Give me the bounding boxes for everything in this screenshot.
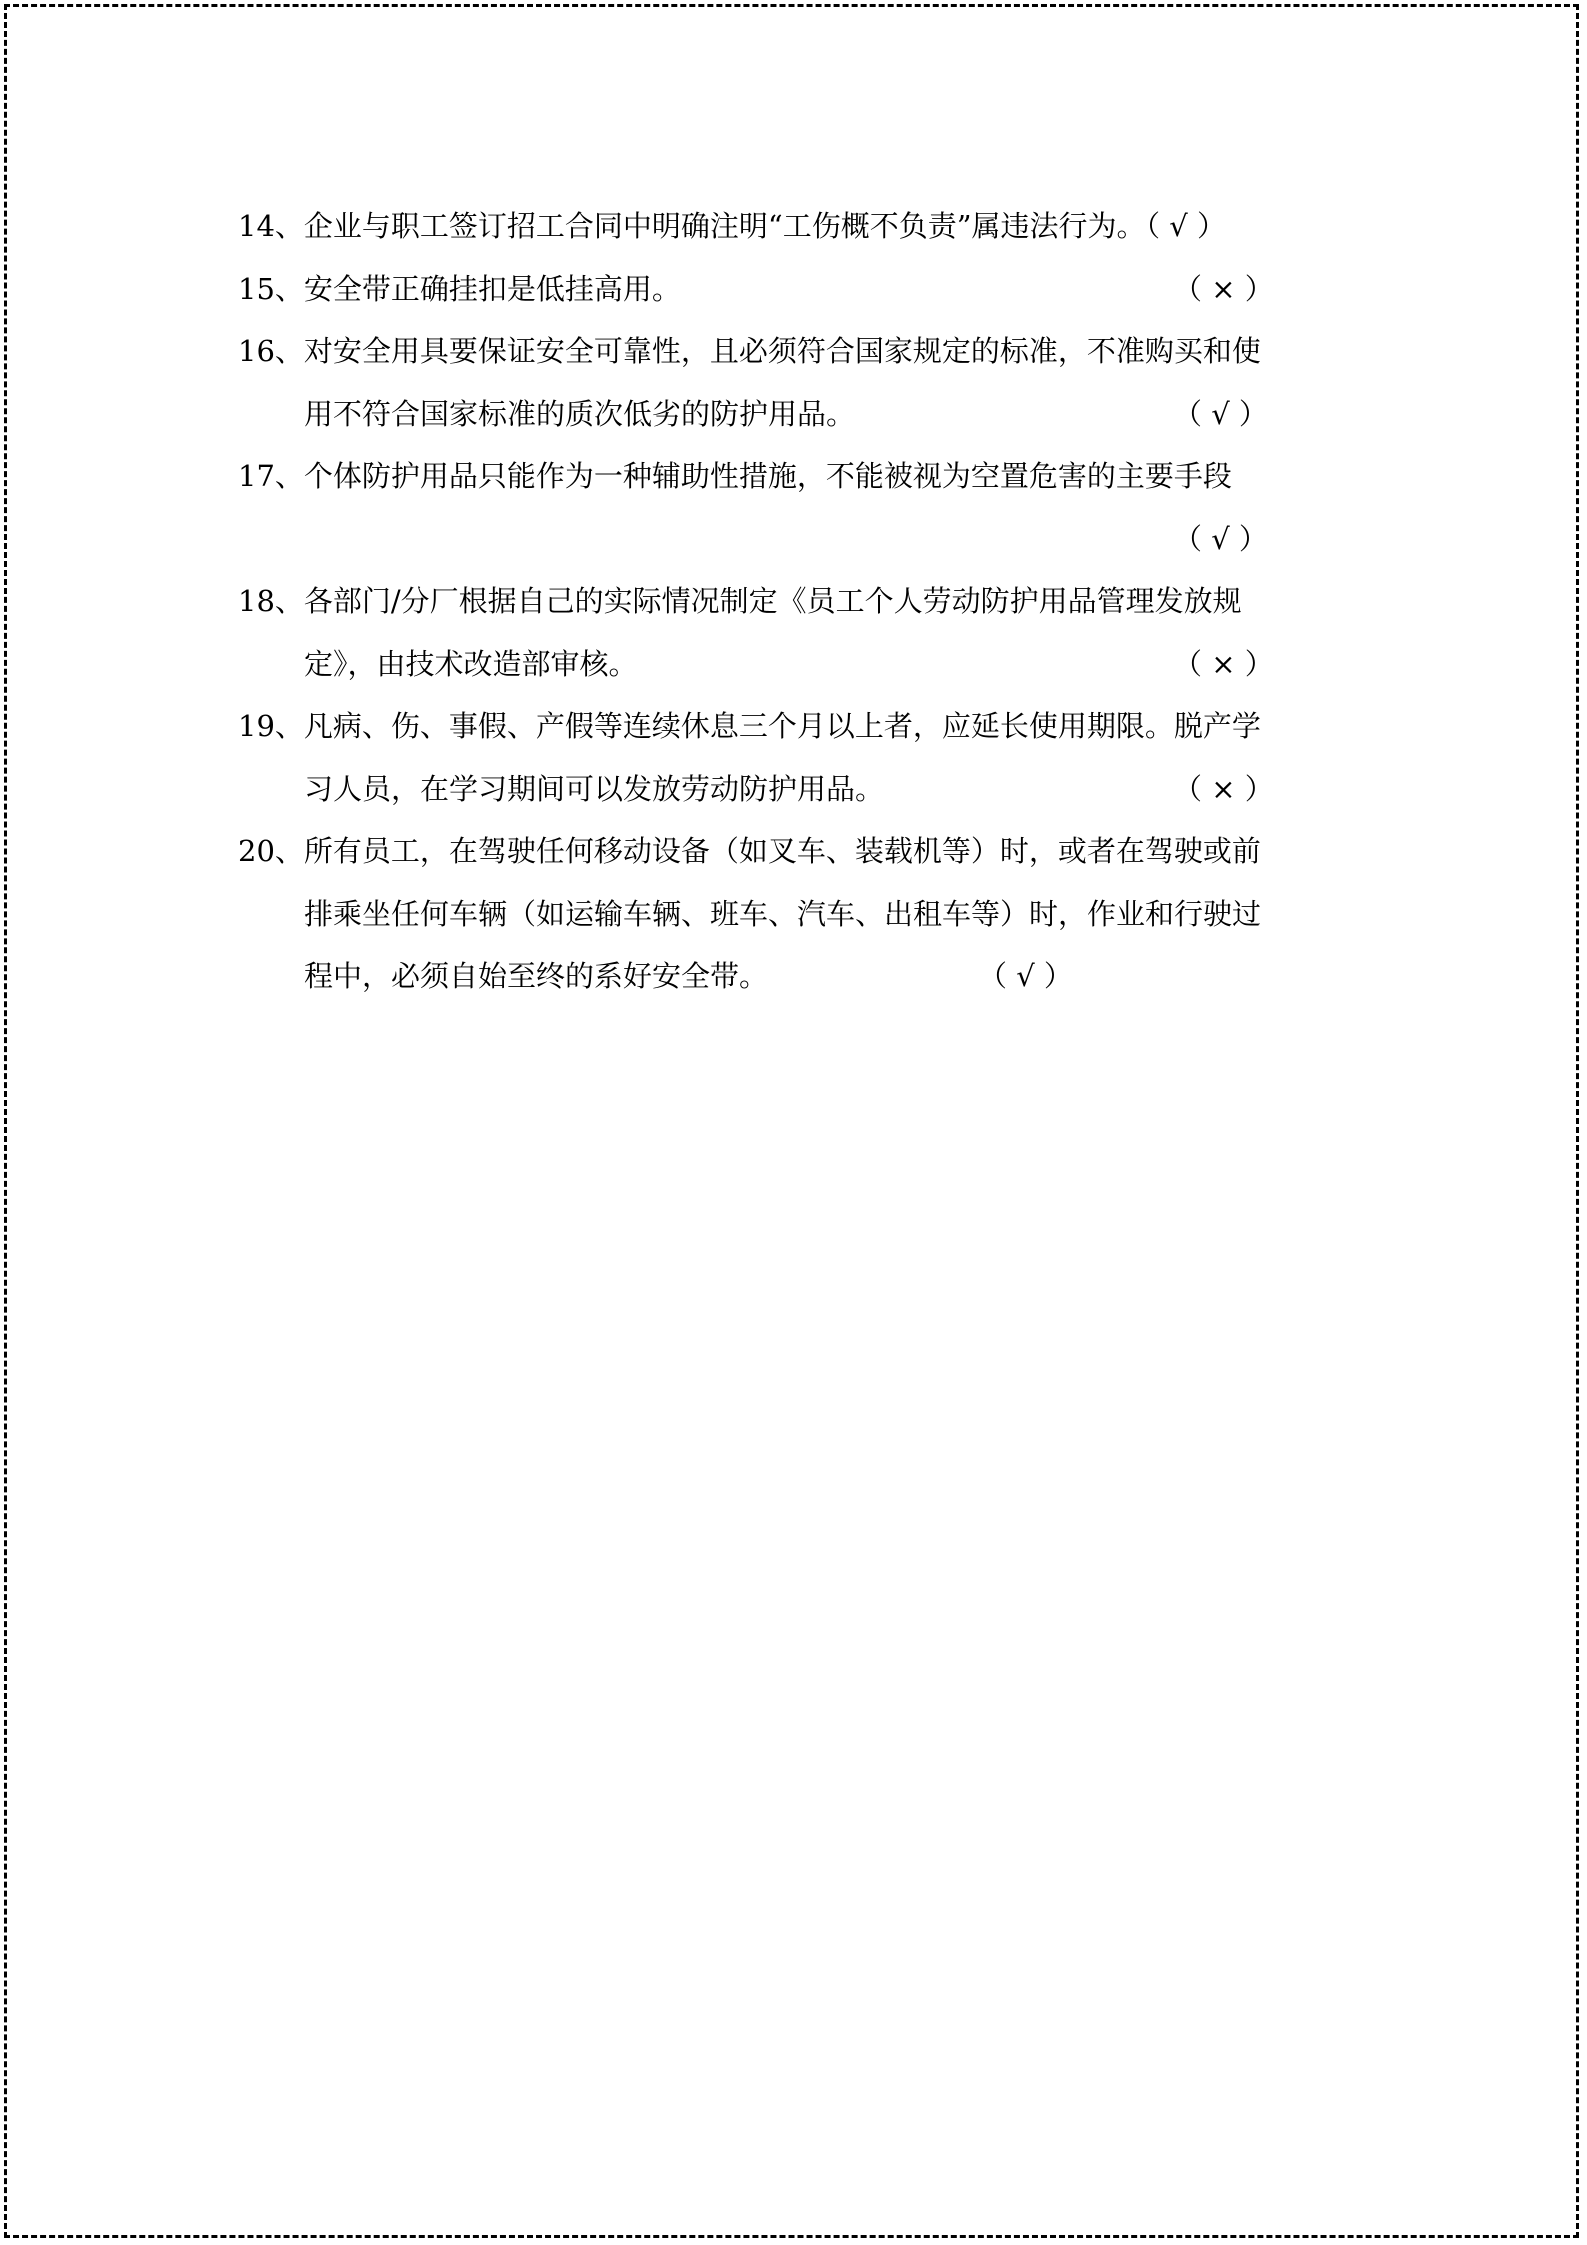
question-17-continuation [238, 508, 1358, 571]
question-20-continuation-2 [238, 945, 1358, 1008]
question-14-answer: （ √ ） [1145, 209, 1226, 243]
question-18-text: 18、各部门/分厂根据自己的实际情况制定《员工个人劳动防护用品管理发放规 [238, 584, 1242, 618]
question-15 [238, 258, 1358, 321]
question-list [238, 195, 1358, 1008]
question-18-continuation [238, 633, 1358, 696]
question-15-answer: （ × ） [1173, 271, 1274, 306]
question-19-continuation [238, 758, 1358, 821]
question-20-answer: （ √ ） [978, 959, 1073, 993]
question-19-text-2: 习人员，在学习期间可以发放劳动防护用品。 [304, 771, 885, 806]
question-20-text: 20、所有员工，在驾驶任何移动设备（如叉车、装载机等）时，或者在驾驶或前 [238, 834, 1261, 868]
question-16-continuation [238, 383, 1358, 446]
question-17-answer: （ √ ） [1173, 521, 1268, 556]
question-16-text: 16、对安全用具要保证安全可靠性，且必须符合国家规定的标准，不准购买和使 [238, 334, 1261, 368]
question-18 [238, 570, 1358, 633]
question-17-text: 17、个体防护用品只能作为一种辅助性措施，不能被视为空置危害的主要手段 [238, 459, 1232, 493]
question-20-text-3: 程中，必须自始至终的系好安全带。 [304, 959, 769, 993]
question-15-text: 15、安全带正确挂扣是低挂高用。 [238, 271, 681, 306]
question-19-text: 19、凡病、伤、事假、产假等连续休息三个月以上者，应延长使用期限。脱产学 [238, 709, 1261, 743]
question-18-text-2: 定》，由技术改造部审核。 [304, 646, 638, 681]
question-16 [238, 320, 1358, 383]
question-20 [238, 820, 1358, 883]
question-20-text-2: 排乘坐任何车辆（如运输车辆、班车、汽车、出租车等）时，作业和行驶过 [304, 896, 1262, 931]
question-16-answer: （ √ ） [1173, 396, 1268, 431]
question-16-text-2: 用不符合国家标准的质次低劣的防护用品。 [304, 396, 856, 431]
question-18-answer: （ × ） [1173, 646, 1274, 681]
question-14 [238, 195, 1358, 258]
question-14-text: 14、企业与职工签订招工合同中明确注明“工伤概不负责”属违法行为。 [238, 209, 1146, 243]
question-19-answer: （ × ） [1173, 771, 1274, 806]
question-17 [238, 445, 1358, 508]
question-19 [238, 695, 1358, 758]
question-20-continuation [238, 883, 1358, 946]
